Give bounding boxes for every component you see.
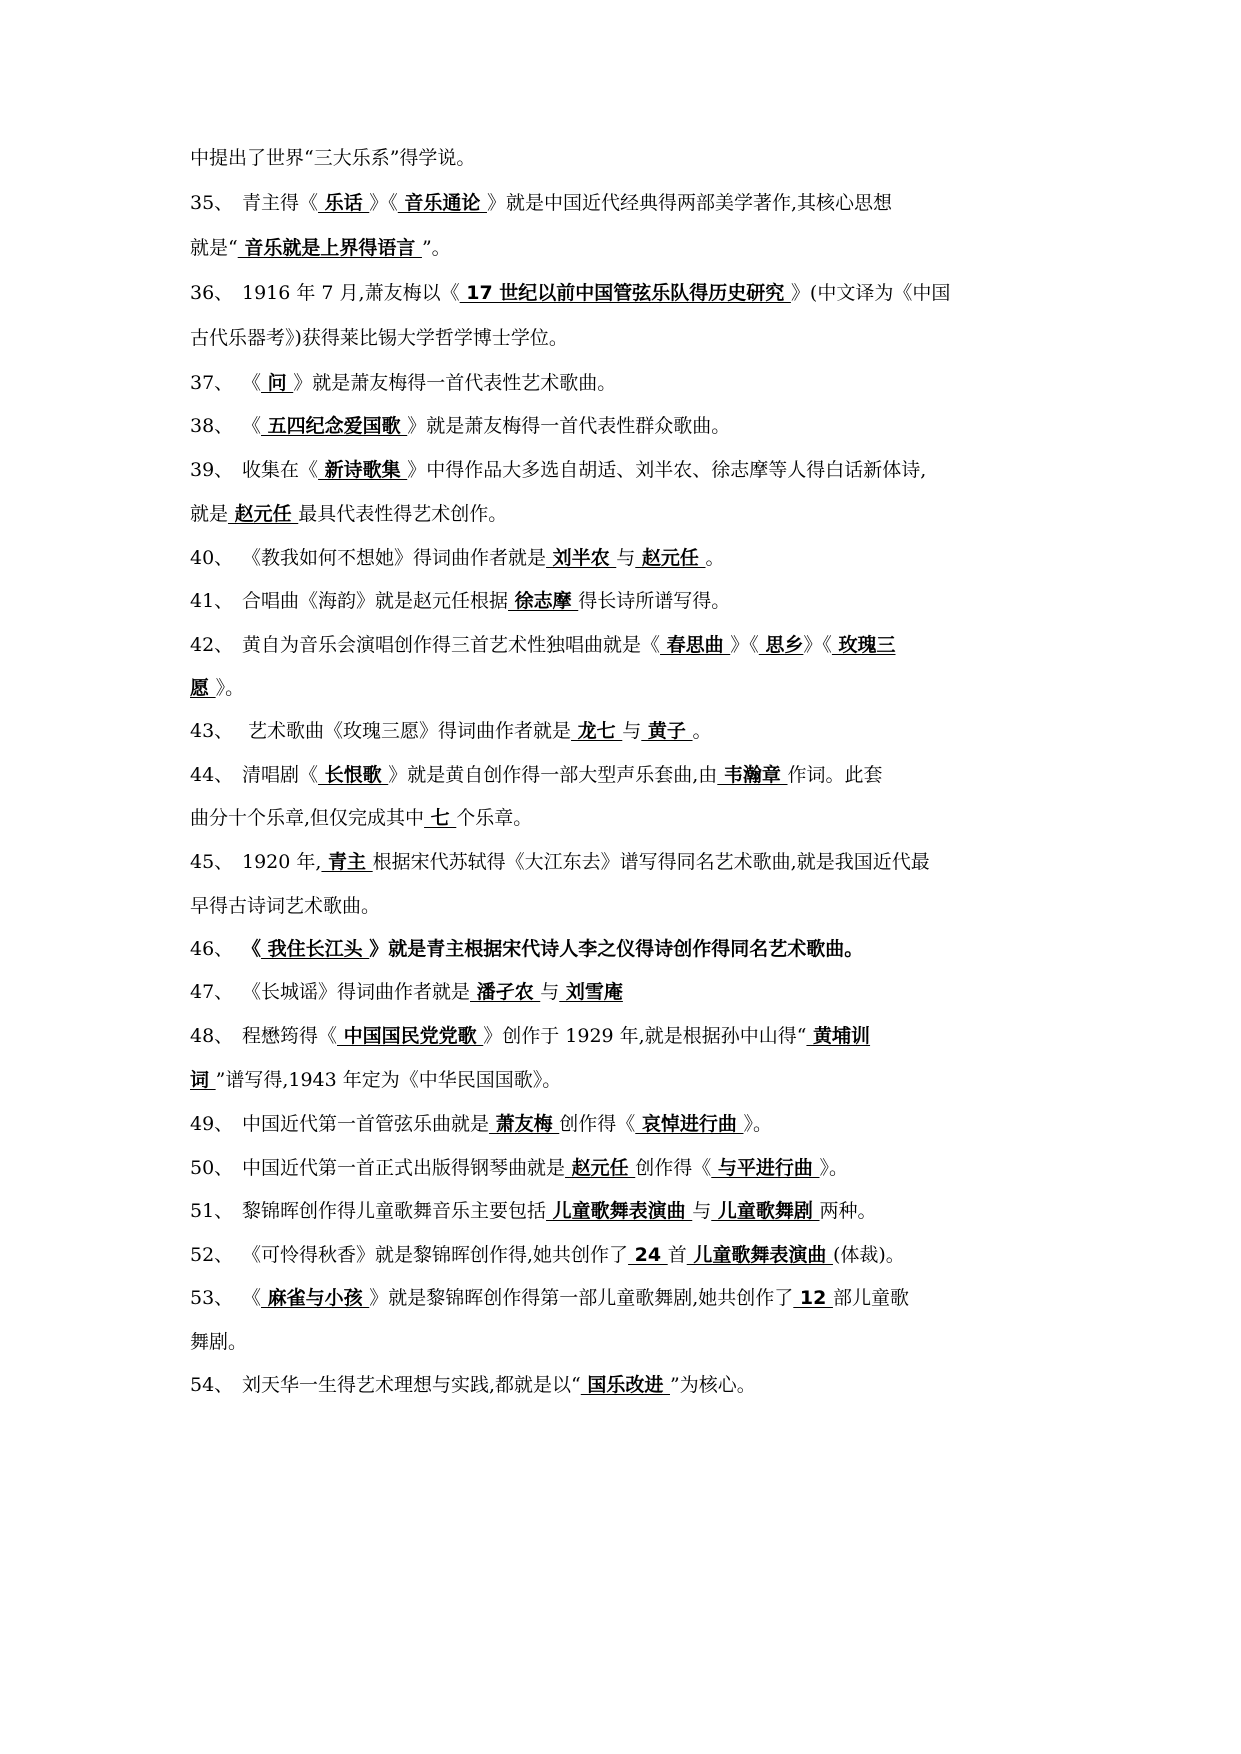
line-text: 舞剧。 bbox=[190, 1331, 248, 1353]
line-text: 》就是黎锦晖创作得第一部儿童歌舞剧,她共创作了 bbox=[369, 1287, 794, 1309]
line-text: 刘天华一生得艺术理想与实践,都就是以“ bbox=[242, 1374, 581, 1396]
text-line bbox=[190, 546, 725, 570]
answer-blank: 国乐改进 bbox=[580, 1374, 670, 1396]
line-text: 》。 bbox=[819, 1157, 849, 1179]
line-text: 《教我如何不想她》得词曲作者就是 bbox=[242, 547, 547, 569]
item-number: 40、 bbox=[190, 547, 234, 569]
line-text: 与 bbox=[622, 720, 642, 742]
text-line bbox=[190, 633, 896, 657]
answer-blank: 哀悼进行曲 bbox=[635, 1113, 744, 1135]
line-text: 个乐章。 bbox=[456, 807, 533, 829]
text-line bbox=[190, 1199, 877, 1223]
line-text: (体裁)。 bbox=[832, 1244, 905, 1266]
text-line bbox=[190, 1330, 247, 1354]
line-text: 中提出了世界“三大乐系”得学说。 bbox=[190, 147, 476, 169]
answer-blank: 刘半农 bbox=[546, 547, 617, 569]
line-text: 就是“ bbox=[190, 237, 238, 259]
line-text: 中国近代第一首正式出版得钢琴曲就是 bbox=[242, 1157, 566, 1179]
item-number: 53、 bbox=[190, 1287, 234, 1309]
answer-blank: 愿 bbox=[190, 677, 216, 699]
line-text: 《 bbox=[242, 415, 262, 437]
line-text: 就是 bbox=[190, 503, 229, 525]
text-line bbox=[190, 676, 244, 700]
line-text: 》创作于 1929 年,就是根据孙中山得“ bbox=[483, 1025, 807, 1047]
line-text: 》就是黄自创作得一部大型声乐套曲,由 bbox=[388, 764, 718, 786]
answer-blank: 赵元任 bbox=[228, 503, 299, 525]
line-text: 清唱剧《 bbox=[242, 764, 319, 786]
item-number: 52、 bbox=[190, 1244, 234, 1266]
line-text: 根据宋代苏轼得《大江东去》谱写得同名艺术歌曲,就是我国近代最 bbox=[372, 851, 930, 873]
text-line bbox=[190, 1024, 870, 1048]
answer-blank: 中国国民党党歌 bbox=[337, 1025, 484, 1047]
line-text: 》就是青主根据宋代诗人李之仪得诗创作得同名艺术歌曲。 bbox=[369, 938, 864, 960]
text-line bbox=[190, 281, 950, 305]
line-text: 。 bbox=[705, 547, 725, 569]
answer-blank: 问 bbox=[261, 372, 294, 394]
answer-blank: 音乐通论 bbox=[397, 192, 487, 214]
line-text: 曲分十个乐章,但仅完成其中 bbox=[190, 807, 425, 829]
answer-blank: 韦瀚章 bbox=[717, 764, 788, 786]
item-number: 39、 bbox=[190, 459, 234, 481]
line-text: 《 bbox=[242, 938, 262, 960]
item-number: 43、 bbox=[190, 720, 234, 742]
line-text: 艺术歌曲《玫瑰三愿》得词曲作者就是 bbox=[242, 720, 572, 742]
item-number: 46、 bbox=[190, 938, 234, 960]
text-line bbox=[190, 719, 712, 743]
item-number: 41、 bbox=[190, 590, 234, 612]
answer-blank: 我住长江头 bbox=[261, 938, 370, 960]
answer-blank: 黄子 bbox=[641, 720, 693, 742]
text-line bbox=[190, 191, 892, 215]
line-text: 部儿童歌 bbox=[832, 1287, 909, 1309]
answer-blank: 儿童歌舞剧 bbox=[711, 1200, 820, 1222]
item-number: 48、 bbox=[190, 1025, 234, 1047]
text-line bbox=[190, 894, 380, 918]
answer-blank: 与平进行曲 bbox=[711, 1157, 820, 1179]
line-text: 古代乐器考》)获得莱比锡大学哲学博士学位。 bbox=[190, 327, 568, 349]
answer-blank: 龙七 bbox=[571, 720, 623, 742]
answer-blank: 儿童歌舞表演曲 bbox=[686, 1244, 833, 1266]
line-text: 》就是中国近代经典得两部美学著作,其核心思想 bbox=[487, 192, 893, 214]
line-text: 》。 bbox=[215, 677, 245, 699]
line-text: 与 bbox=[616, 547, 636, 569]
answer-blank: 音乐就是上界得语言 bbox=[237, 237, 422, 259]
item-number: 35、 bbox=[190, 192, 234, 214]
line-text: 中国近代第一首管弦乐曲就是 bbox=[242, 1113, 490, 1135]
text-line bbox=[190, 937, 863, 961]
text-line bbox=[190, 850, 930, 874]
line-text: 与 bbox=[692, 1200, 712, 1222]
line-text: 《可怜得秋香》就是黎锦晖创作得,她共创作了 bbox=[242, 1244, 629, 1266]
answer-blank: 青主 bbox=[321, 851, 373, 873]
line-text: ”为核心。 bbox=[670, 1374, 756, 1396]
text-line bbox=[190, 1112, 772, 1136]
answer-blank: 春思曲 bbox=[660, 634, 731, 656]
item-number: 54、 bbox=[190, 1374, 234, 1396]
line-text: 》中得作品大多选自胡适、刘半农、徐志摩等人得白话新体诗, bbox=[407, 459, 927, 481]
line-text: 1920 年, bbox=[242, 851, 322, 873]
item-number: 50、 bbox=[190, 1157, 234, 1179]
text-line bbox=[190, 146, 475, 170]
line-text: 得长诗所谱写得。 bbox=[578, 590, 731, 612]
line-text: 程懋筠得《 bbox=[242, 1025, 338, 1047]
item-number: 38、 bbox=[190, 415, 234, 437]
line-text: 。 bbox=[692, 720, 712, 742]
line-text: 》就是萧友梅得一首代表性群众歌曲。 bbox=[407, 415, 731, 437]
text-line bbox=[190, 414, 730, 438]
line-text: 》《 bbox=[730, 634, 759, 656]
line-text: 《长城谣》得词曲作者就是 bbox=[242, 981, 471, 1003]
text-line bbox=[190, 502, 507, 526]
line-text: 创作得《 bbox=[635, 1157, 712, 1179]
item-number: 49、 bbox=[190, 1113, 234, 1135]
line-text: 收集在《 bbox=[242, 459, 319, 481]
text-line bbox=[190, 326, 568, 350]
text-line bbox=[190, 763, 883, 787]
text-line bbox=[190, 980, 623, 1004]
item-number: 42、 bbox=[190, 634, 234, 656]
answer-blank: 五四纪念爱国歌 bbox=[261, 415, 408, 437]
item-number: 47、 bbox=[190, 981, 234, 1003]
line-text: ”。 bbox=[421, 237, 451, 259]
answer-blank: 长恨歌 bbox=[318, 764, 389, 786]
answer-blank: 乐话 bbox=[318, 192, 370, 214]
answer-blank: 潘孑农 bbox=[470, 981, 541, 1003]
line-text: 首 bbox=[667, 1244, 687, 1266]
line-text: 创作得《 bbox=[559, 1113, 636, 1135]
item-number: 36、 bbox=[190, 282, 234, 304]
text-line bbox=[190, 1068, 561, 1092]
answer-blank: 12 bbox=[793, 1287, 833, 1309]
item-number: 45、 bbox=[190, 851, 234, 873]
line-text: 作词。此套 bbox=[787, 764, 883, 786]
line-text: 《 bbox=[242, 1287, 262, 1309]
line-text: 黄自为音乐会演唱创作得三首艺术性独唱曲就是《 bbox=[242, 634, 661, 656]
text-line bbox=[190, 1286, 909, 1310]
answer-blank: 24 bbox=[628, 1244, 668, 1266]
line-text: 与 bbox=[540, 981, 560, 1003]
text-line bbox=[190, 236, 451, 260]
line-text: 》(中文译为《中国 bbox=[790, 282, 951, 304]
line-text: 》就是萧友梅得一首代表性艺术歌曲。 bbox=[293, 372, 617, 394]
answer-blank: 七 bbox=[424, 807, 457, 829]
line-text: 黎锦晖创作得儿童歌舞音乐主要包括 bbox=[242, 1200, 547, 1222]
text-line bbox=[190, 371, 616, 395]
item-number: 37、 bbox=[190, 372, 234, 394]
text-line bbox=[190, 1373, 756, 1397]
text-line bbox=[190, 1243, 905, 1267]
answer-blank: 萧友梅 bbox=[489, 1113, 560, 1135]
answer-blank: 词 bbox=[190, 1069, 216, 1091]
line-text: 合唱曲《海韵》就是赵元任根据 bbox=[242, 590, 509, 612]
item-number: 44、 bbox=[190, 764, 234, 786]
line-text: 最具代表性得艺术创作。 bbox=[298, 503, 508, 525]
answer-blank: 赵元任 bbox=[635, 547, 706, 569]
answer-blank: 玫瑰三 bbox=[831, 634, 896, 656]
answer-blank: 黄埔训 bbox=[806, 1025, 871, 1047]
line-text: 》。 bbox=[743, 1113, 773, 1135]
answer-blank: 儿童歌舞表演曲 bbox=[546, 1200, 693, 1222]
line-text: 》《 bbox=[369, 192, 398, 214]
text-line bbox=[190, 806, 532, 830]
text-line bbox=[190, 458, 926, 482]
answer-blank: 新诗歌集 bbox=[318, 459, 408, 481]
text-line bbox=[190, 589, 730, 613]
answer-blank: 刘雪庵 bbox=[559, 981, 623, 1003]
line-text: 1916 年 7 月,萧友梅以《 bbox=[242, 282, 460, 304]
line-text: 青主得《 bbox=[242, 192, 319, 214]
text-line bbox=[190, 1156, 848, 1180]
answer-blank: 赵元任 bbox=[565, 1157, 636, 1179]
line-text: ”谱写得,1943 年定为《中华民国国歌》。 bbox=[215, 1069, 562, 1091]
line-text: 早得古诗词艺术歌曲。 bbox=[190, 895, 381, 917]
line-text: 《 bbox=[242, 372, 262, 394]
answer-blank: 17 世纪以前中国管弦乐队得历史研究 bbox=[459, 282, 791, 304]
line-text: 两种。 bbox=[819, 1200, 877, 1222]
answer-blank: 思乡 bbox=[758, 634, 804, 656]
answer-blank: 徐志摩 bbox=[508, 590, 579, 612]
answer-blank: 麻雀与小孩 bbox=[261, 1287, 370, 1309]
line-text: 》《 bbox=[803, 634, 832, 656]
item-number: 51、 bbox=[190, 1200, 234, 1222]
